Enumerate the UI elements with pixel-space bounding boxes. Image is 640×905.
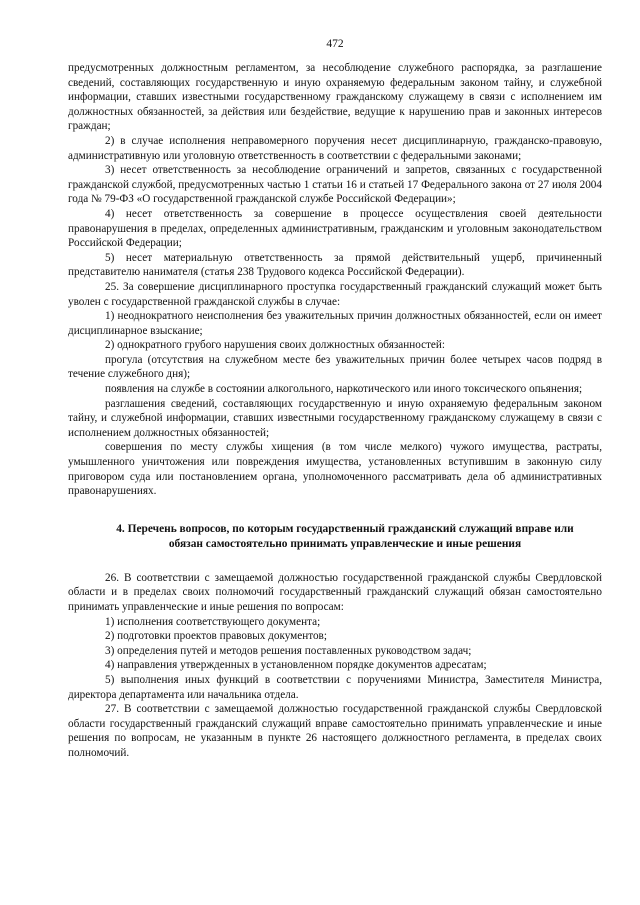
paragraph-dismissal-2: 2) однократного грубого нарушения своих должностных обязанностей: [105,339,445,352]
section-heading: 4. Перечень вопросов, по которым государственный гражданский служащий вправе или обязан самостоятельно принимать управленческие и иные решения [116,522,574,550]
bottom-text-block [68,571,602,761]
paragraph-decision-3: 3) определения путей и методов решения поставленных руководством задач; [105,644,472,657]
paragraph-decision-2: 2) подготовки проектов правовых документов; [105,630,327,643]
paragraph-decision-4: 4) направления утвержденных в установленном порядке документов адресатам; [105,659,487,672]
page-number: 472 [326,38,344,50]
paragraph-continuation: предусмотренных должностным регламентом, за несоблюдение служебного распорядка, за разглашение сведений, составляющих государственную и иную охраняемую федеральным законом тайну, и служебной информации, ставших известными государственному гражданскому служащему в связи с исполнением им должностных обязанностей, за действия или бездействие, ведущие к нарушению прав и законных интересов граждан; [68,62,602,133]
paragraph-theft: совершения по месту службы хищения (в том числе мелкого) чужого имущества, растраты, умышленного уничтожения или повреждения имущества, установленных вступившим в законную силу приговором суда или постановлением органа, уполномоченного рассматривать дела об административных правонарушениях. [68,441,602,498]
paragraph-disclosure: разглашения сведений, составляющих государственную и иную охраняемую федеральным законом тайну, и служебной информации, ставших известными государственному гражданскому служащему в связи с исполнением должностных обязанностей; [68,397,602,439]
paragraph-absence: прогула (отсутствия на служебном месте без уважительных причин более четырех часов подряд в течение служебного дня); [68,353,602,381]
paragraph-clause-26: 26. В соответствии с замещаемой должностью государственной гражданской службы Свердловской области и в пределах своих полномочий государственный гражданский служащий обязан самостоятельно принимать управленческие и иные решения по вопросам: [68,571,602,613]
paragraph-item-5: 5) несет материальную ответственность за прямой действительный ущерб, причиненный представителю нанимателя (статья 238 Трудового кодекса Российской Федерации). [68,251,602,279]
paragraph-item-4: 4) несет ответственность за совершение в процессе осуществления своей деятельности правонарушения в пределах, определенных административным, гражданским и уголовным законодательством Российской Федерации; [68,207,602,250]
top-text-block [68,61,602,499]
paragraph-item-3: 3) несет ответственность за несоблюдение ограничений и запретов, связанных с государственной гражданской службой, предусмотренных частью 1 статьи 16 и статьей 17 Федерального закона от 27 июля 2004 года № 79-ФЗ «О государственной гражданской службе Российской Федерации»; [68,164,602,206]
paragraph-decision-5: 5) выполнения иных функций в соответствии с поручениями Министра, Заместителя Министра, директора департамента или начальника отдела. [68,673,602,701]
paragraph-intoxication: появления на службе в состоянии алкогольного, наркотического или иного токсического опьянения; [105,383,583,396]
paragraph-decision-1: 1) исполнения соответствующего документа; [105,615,321,628]
paragraph-clause-27: 27. В соответствии с замещаемой должностью государственной гражданской службы Свердловской области государственный гражданский служащий вправе самостоятельно принимать управленческие и иные решения по вопросам, не указанным в пункте 26 настоящего должностного регламента, в пределах своих полномочий. [68,703,602,759]
paragraph-dismissal-1: 1) неоднократного неисполнения без уважительных причин должностных обязанностей, если он имеет дисциплинарное взыскание; [68,310,602,337]
paragraph-clause-25: 25. За совершение дисциплинарного проступка государственный гражданский служащий может быть уволен с государственной гражданской службы в случае: [68,280,602,308]
paragraph-item-2: 2) в случае исполнения неправомерного поручения несет дисциплинарную, гражданско-правовую, административную или уголовную ответственность в соответствии с федеральными законами; [68,134,602,162]
